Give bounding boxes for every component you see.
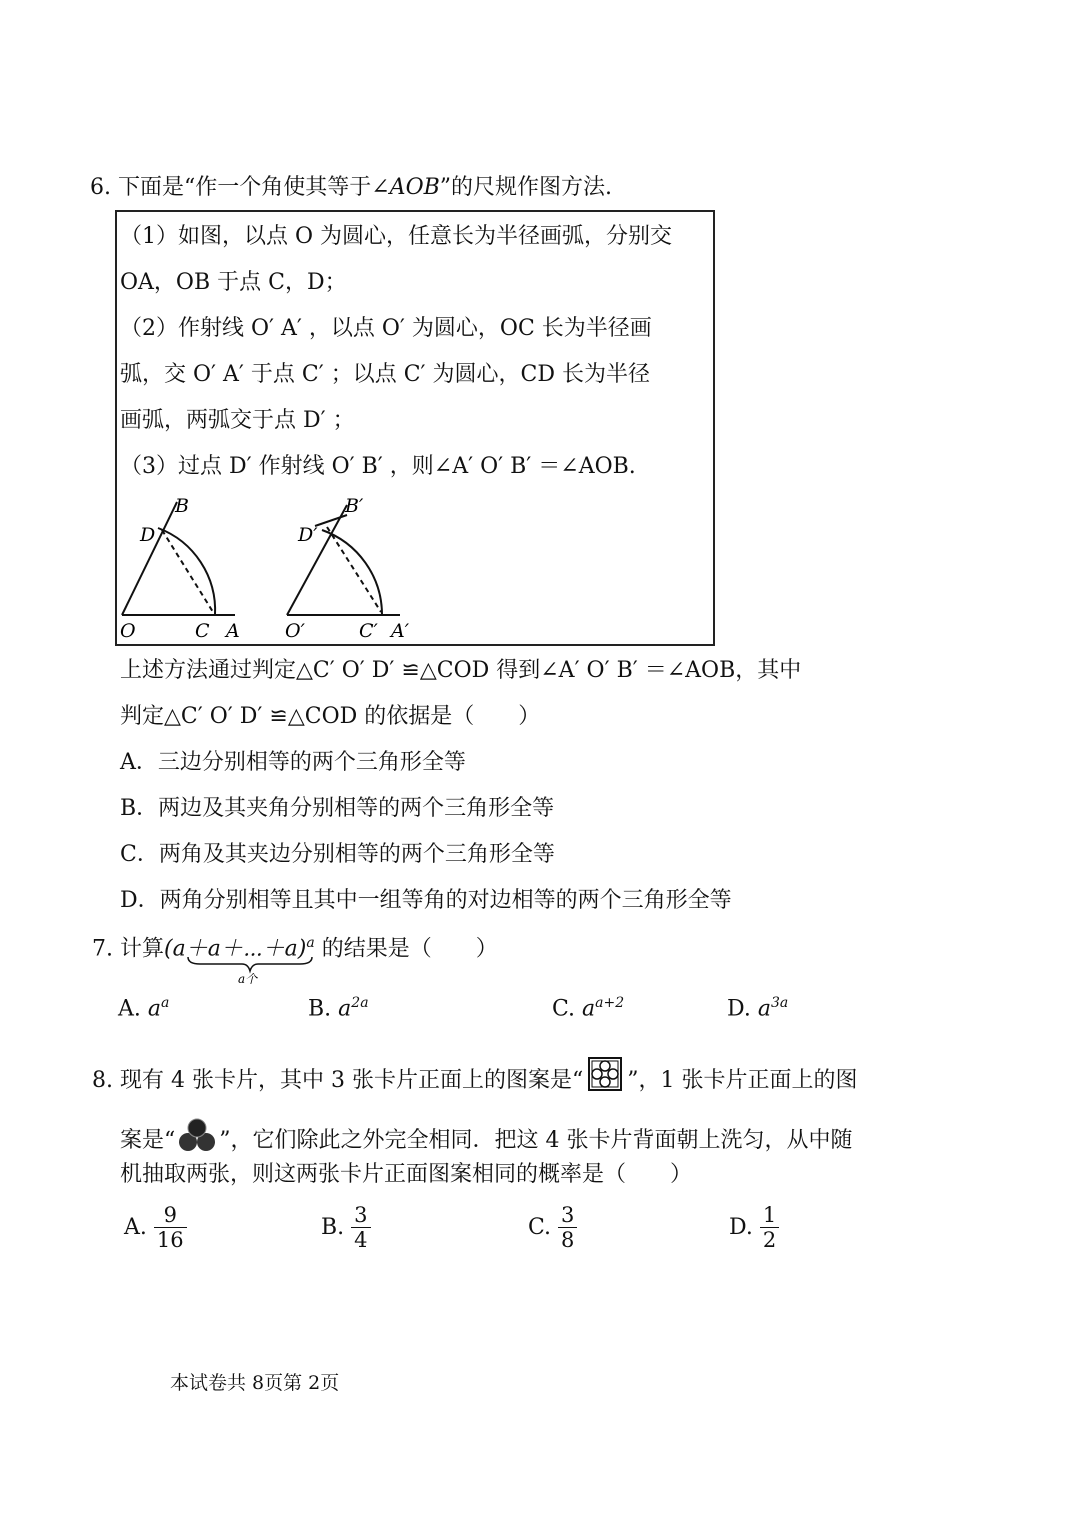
q7-option-a: A. $a^a$ (118, 995, 170, 1022)
card-pattern-three-circles-icon (175, 1117, 219, 1155)
ray-OB-prime (287, 505, 347, 615)
label-B-prime: B′ (345, 495, 364, 517)
label-C: C (195, 620, 210, 642)
q6-step2-line1: （2）作射线 O′ A′ ，以点 O′ 为圆心，OC 长为半径画 (120, 316, 652, 341)
q6-option-b: B．两边及其夹角分别相等的两个三角形全等 (120, 796, 555, 821)
q8-option-a: A. $\frac{9}{16}$ (124, 1203, 187, 1252)
fraction: $\frac{9}{16}$ (154, 1203, 187, 1252)
q7-option-b: B. $a^{2a}$ (308, 995, 369, 1022)
label-O-prime: O′ (285, 620, 305, 642)
figure-constructed-angle (287, 505, 400, 615)
label-D-prime: D′ (298, 524, 318, 546)
q8-stem-line3: 机抽取两张，则这两张卡片正面图案相同的概率是（ ） (120, 1162, 693, 1187)
q8-option-c: C. $\frac{3}{8}$ (528, 1203, 577, 1252)
q6-step1-line2: OA，OB 于点 C，D； (120, 270, 347, 295)
q6-after-line2: 判定△C′ O′ D′ ≌△COD 的依据是（ ） (120, 704, 541, 729)
arc-C-prime-D-prime (322, 530, 382, 615)
figure-original-angle (122, 502, 235, 615)
label-C-prime: C′ (359, 620, 378, 642)
q8-number: 8. (92, 1068, 113, 1093)
q7-option-c: C. $a^{a+2}$ (552, 995, 625, 1022)
q6-option-a: A．三边分别相等的两个三角形全等 (120, 750, 466, 775)
q6-number: 6. (90, 175, 111, 200)
q7-number: 7. (92, 936, 113, 962)
q7-underbrace (186, 955, 314, 985)
label-B: B (175, 495, 189, 517)
q8-stem-line1: 8. 现有 4 张卡片，其中 3 张卡片正面上的图案是“ ”，1 张卡片正面上的图 (92, 1055, 857, 1096)
label-A-prime: A′ (391, 620, 410, 642)
page-footer: 本试卷共 8页第 2页 (170, 1372, 340, 1394)
q8-option-d: D. $\frac{1}{2}$ (729, 1203, 779, 1252)
q7-stem: 7. 计算(a＋a＋⋯＋a)$^a$ 的结果是（ ） (92, 928, 498, 964)
card-pattern-circles-in-square-icon (583, 1055, 627, 1095)
q6-step1-line1: （1）如图，以点 O 为圆心，任意长为半径画弧，分别交 (120, 224, 673, 249)
q6-option-c: C．两角及其夹边分别相等的两个三角形全等 (120, 842, 555, 867)
q6-stem: 6. 下面是“作一个角使其等于∠AOB”的尺规作图方法. (90, 175, 613, 200)
arc-intersect-mark (315, 515, 347, 526)
q8-option-b: B. $\frac{3}{4}$ (321, 1203, 371, 1252)
fraction: $\frac{3}{8}$ (558, 1203, 577, 1252)
fraction: $\frac{1}{2}$ (760, 1203, 779, 1252)
q6-step3: （3）过点 D′ 作射线 O′ B′ ，则∠A′ O′ B′ ＝∠AOB. (120, 454, 636, 479)
q6-option-d: D．两角分别相等且其中一组等角的对边相等的两个三角形全等 (120, 888, 732, 913)
label-A: A (226, 620, 240, 642)
q8-stem-line2: 案是“ ”，它们除此之外完全相同．把这 4 张卡片背面朝上洗匀，从中随 (120, 1117, 852, 1156)
q6-step2-line2: 弧，交 O′ A′ 于点 C′ ；以点 C′ 为圆心，CD 长为半径 (120, 362, 650, 387)
q6-step2-line3: 画弧，两弧交于点 D′ ； (120, 408, 355, 433)
q7-expression: (a＋a＋⋯＋a)$^a$ (164, 935, 315, 962)
label-O: O (120, 620, 136, 642)
fraction: $\frac{3}{4}$ (351, 1203, 370, 1252)
q6-figure (115, 490, 445, 645)
ray-OB (122, 502, 177, 615)
label-D: D (140, 524, 156, 546)
q6-after-line1: 上述方法通过判定△C′ O′ D′ ≌△COD 得到∠A′ O′ B′ ＝∠AOB，其中 (120, 658, 802, 683)
q7-brace-label: a个 (238, 972, 258, 985)
segment-CD-prime-dashed (327, 527, 381, 612)
q7-option-d: D. $a^{3a}$ (727, 995, 789, 1022)
